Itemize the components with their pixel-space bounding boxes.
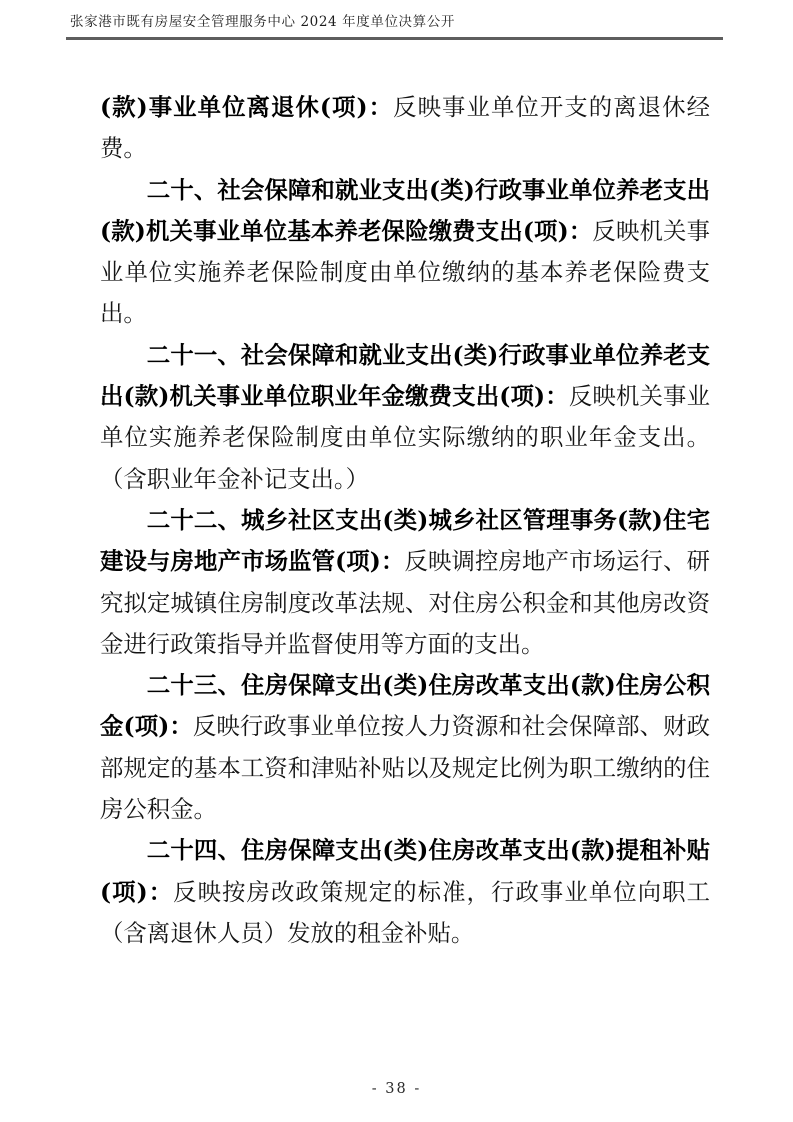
paragraph-text: 反映事业单位开支的离退休经费。 (100, 93, 710, 163)
paragraph-text: 反映机关事业单位实施养老保险制度由单位实际缴纳的职业年金支出。（含职业年金补记支出。） (100, 382, 710, 493)
paragraph-item-21 (100, 335, 710, 500)
document-body (100, 87, 710, 954)
page-footer (0, 1081, 793, 1097)
paragraph-text: 反映调控房地产市场运行、研究拟定城镇住房制度改革法规、对住房公积金和其他房改资金进行政策指导并监督使用等方面的支出。 (100, 547, 711, 658)
paragraph-lead: 二十四、住房保障支出(类)住房改革支出(款)提租补贴(项)： (100, 836, 710, 906)
paragraph-lead: 二十三、住房保障支出(类)住房改革支出(款)住房公积金(项)： (100, 671, 710, 741)
paragraph-item-20 (100, 170, 710, 335)
paragraph-continuation (100, 87, 710, 170)
header-title: 张家港市既有房屋安全管理服务中心 2024 年度单位决算公开 (70, 14, 455, 30)
paragraph-text: 反映行政事业单位按人力资源和社会保障部、财政部规定的基本工资和津贴补贴以及规定比例为职工缴纳的住房公积金。 (100, 712, 710, 824)
paragraph-item-23 (100, 665, 710, 830)
paragraph-lead: (款)事业单位离退休(项)： (100, 93, 394, 121)
paragraph-item-22 (100, 500, 710, 665)
paragraph-lead: 二十二、城乡社区支出(类)城乡社区管理事务(款)住宅建设与房地产市场监管(项)： (100, 505, 710, 576)
paragraph-text: 反映机关事业单位实施养老保险制度由单位缴纳的基本养老保险费支出。 (100, 216, 710, 328)
paragraph-item-24 (100, 830, 710, 954)
header-rule (66, 37, 723, 40)
paragraph-lead: 二十一、社会保障和就业支出(类)行政事业单位养老支出(款)机关事业单位职业年金缴费支出(项)： (100, 340, 710, 411)
page-number: - 38 - (371, 1081, 422, 1097)
paragraph-lead: 二十、社会保障和就业支出(类)行政事业单位养老支出(款)机关事业单位基本养老保险缴费支出(项)： (100, 175, 710, 245)
paragraph-text: 反映按房改政策规定的标准，行政事业单位向职工（含离退休人员）发放的租金补贴。 (100, 877, 710, 947)
